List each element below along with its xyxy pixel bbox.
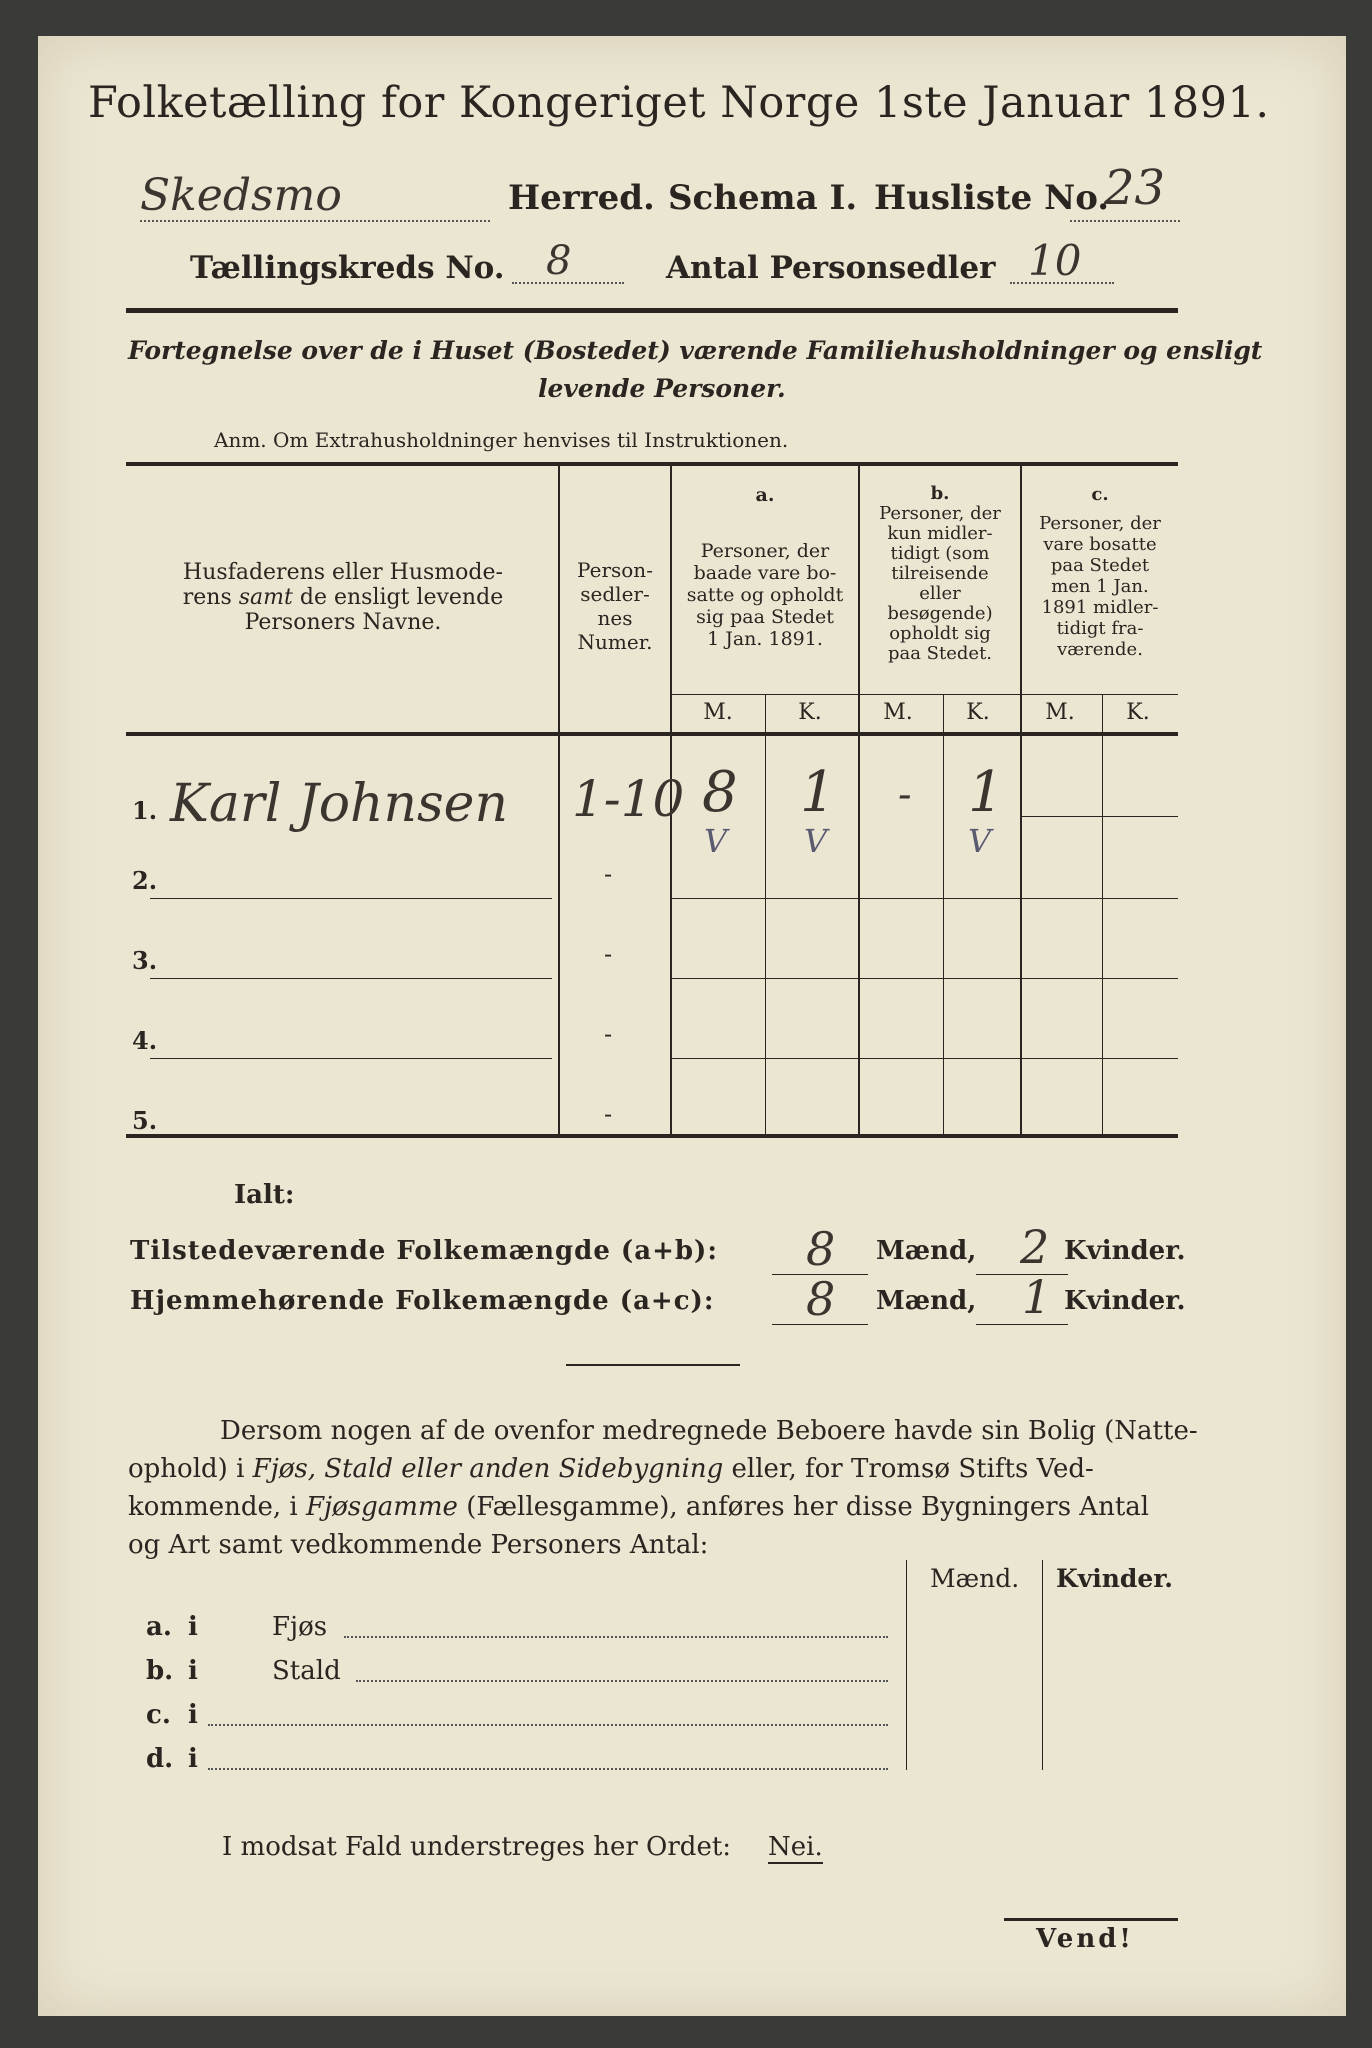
kreds-label: Tællingskreds No.	[190, 250, 505, 286]
col-divider-a-mk	[765, 694, 766, 1136]
herred-dotted-line	[140, 220, 490, 222]
mk-header-rule	[672, 694, 1178, 695]
row-4-number: 4.	[132, 1026, 158, 1055]
modsat-text: I modsat Fald understreges her Ordet:	[222, 1832, 732, 1862]
building-d-i: i	[188, 1744, 198, 1774]
hjemme-m-value: 8	[806, 1272, 836, 1326]
row-2-sedler: -	[604, 860, 613, 888]
building-c-i: i	[188, 1700, 198, 1730]
col-header-names: Husfaderens eller Husmode- rens samt de ensligt levende Personers Navne.	[182, 560, 504, 635]
col-divider-c-mk	[1102, 694, 1103, 1136]
row-1-name: Karl Johnsen	[170, 774, 508, 834]
a-m-header: M.	[703, 700, 733, 725]
husliste-dotted-line	[1070, 220, 1180, 222]
row-2-data-rule	[672, 898, 1178, 899]
husliste-label: Husliste No.	[874, 178, 1110, 218]
tilstede-maend: Mænd,	[876, 1236, 977, 1266]
building-d-dotted-line	[208, 1768, 888, 1770]
hjemme-kvinder: Kvinder.	[1064, 1286, 1186, 1316]
personsedler-label: Antal Personsedler	[666, 250, 996, 286]
husliste-value: 23	[1104, 160, 1166, 216]
b-m-header: M.	[883, 700, 913, 725]
intro-note: Anm. Om Extrahusholdninger henvises til Instruktionen.	[214, 428, 789, 452]
hjemme-k-line	[976, 1324, 1068, 1325]
intro-line-2: levende Personer.	[538, 374, 786, 403]
row-1-sedler: 1-10	[572, 770, 685, 828]
row-4-rule	[150, 1058, 552, 1059]
a-k-header: K.	[798, 700, 822, 725]
row-2-number: 2.	[132, 866, 158, 895]
personsedler-value: 10	[1028, 236, 1082, 285]
row-4-sedler: -	[604, 1020, 613, 1048]
col-divider-name	[558, 464, 560, 1136]
col-header-c: c. Personer, der vare bosatte paa Stedet men 1 Jan. 1891 midler- tidigt fra- værende.	[1039, 484, 1161, 660]
vend-rule	[1004, 1918, 1178, 1921]
row-3-data-rule	[672, 978, 1178, 979]
kreds-value: 8	[546, 238, 572, 284]
building-b-label: Stald	[272, 1656, 341, 1686]
check-mark-a-k: V	[804, 822, 828, 860]
col-header-b: b. Personer, der kun midler- tidigt (som tilreisende eller besøgende) opholdt sig paa Stedet.	[879, 483, 1001, 664]
row-1-a-m: 8	[702, 760, 738, 825]
row-3-number: 3.	[132, 946, 158, 975]
building-a-i: i	[188, 1612, 198, 1642]
building-c-letter: c.	[146, 1700, 171, 1730]
buildings-col-divider-2	[1042, 1560, 1043, 1770]
building-b-i: i	[188, 1656, 198, 1686]
row-3-rule	[150, 978, 552, 979]
census-form-page	[38, 36, 1346, 2016]
building-d-letter: d.	[146, 1744, 174, 1774]
buildings-kvinder-header: Kvinder.	[1056, 1564, 1173, 1593]
row-5-number: 5.	[132, 1106, 158, 1135]
row-1-c-rule	[1022, 816, 1178, 817]
row-1-number: 1.	[132, 796, 158, 825]
building-a-letter: a.	[146, 1612, 172, 1642]
building-b-letter: b.	[146, 1656, 174, 1686]
intro-line-1: Fortegnelse over de i Huset (Bostedet) værende Familiehusholdninger og ensligt	[128, 336, 1263, 365]
building-a-label: Fjøs	[272, 1612, 328, 1642]
buildings-paragraph: Dersom nogen af de ovenfor medregnede Beboere havde sin Bolig (Natte- ophold) i Fjøs, Stald eller anden Sidebygning eller, for Tromsø Stifts Ved- kommende, i Fjøsgamme (Fællesgamme), anføres her disse Bygningers Antal og Art samt vedkommende Personers Antal:	[128, 1416, 1198, 1560]
buildings-maend-header: Mænd.	[930, 1564, 1020, 1593]
col-divider-b-mk	[943, 694, 944, 1136]
col-header-a: a. Personer, der baade vare bo- satte og opholdt sig paa Stedet 1 Jan. 1891.	[686, 484, 844, 650]
header-rule	[126, 308, 1178, 313]
buildings-col-divider-1	[906, 1560, 907, 1770]
tilstede-k-value: 2	[1020, 1220, 1050, 1274]
tilstede-kvinder: Kvinder.	[1064, 1236, 1186, 1266]
schema-label: Schema I.	[668, 178, 858, 218]
form-title: Folketælling for Kongeriget Norge 1ste Januar 1891.	[88, 78, 1270, 128]
row-1-b-k: 1	[968, 760, 1004, 825]
building-a-dotted-line	[344, 1636, 888, 1638]
b-k-header: K.	[966, 700, 990, 725]
hjemme-label: Hjemmehørende Folkemængde (a+c):	[130, 1286, 715, 1316]
ialt-label: Ialt:	[234, 1180, 295, 1210]
vend-text: Vend!	[1036, 1924, 1134, 1954]
col-header-number: Person- sedler- nes Numer.	[577, 558, 653, 654]
building-b-dotted-line	[356, 1680, 888, 1682]
row-4-data-rule	[672, 1058, 1178, 1059]
c-m-header: M.	[1045, 700, 1075, 725]
hjemme-maend: Mænd,	[876, 1286, 977, 1316]
row-1-a-k: 1	[800, 760, 836, 825]
herred-label: Herred.	[508, 178, 655, 218]
row-2-rule	[150, 898, 552, 899]
tilstede-m-value: 8	[806, 1222, 836, 1276]
hjemme-k-value: 1	[1022, 1270, 1052, 1324]
row-5-sedler: -	[604, 1100, 613, 1128]
check-mark-a-m: V	[704, 822, 728, 860]
nei-word: Nei.	[768, 1832, 823, 1862]
herred-value: Skedsmo	[140, 170, 342, 221]
row-1-b-m: -	[898, 772, 912, 818]
c-k-header: K.	[1126, 700, 1150, 725]
tilstede-label: Tilstedeværende Folkemængde (a+b):	[130, 1236, 718, 1266]
section-divider	[566, 1364, 740, 1366]
check-mark-b-k: V	[968, 822, 992, 860]
row-3-sedler: -	[604, 940, 613, 968]
building-c-dotted-line	[208, 1724, 888, 1726]
